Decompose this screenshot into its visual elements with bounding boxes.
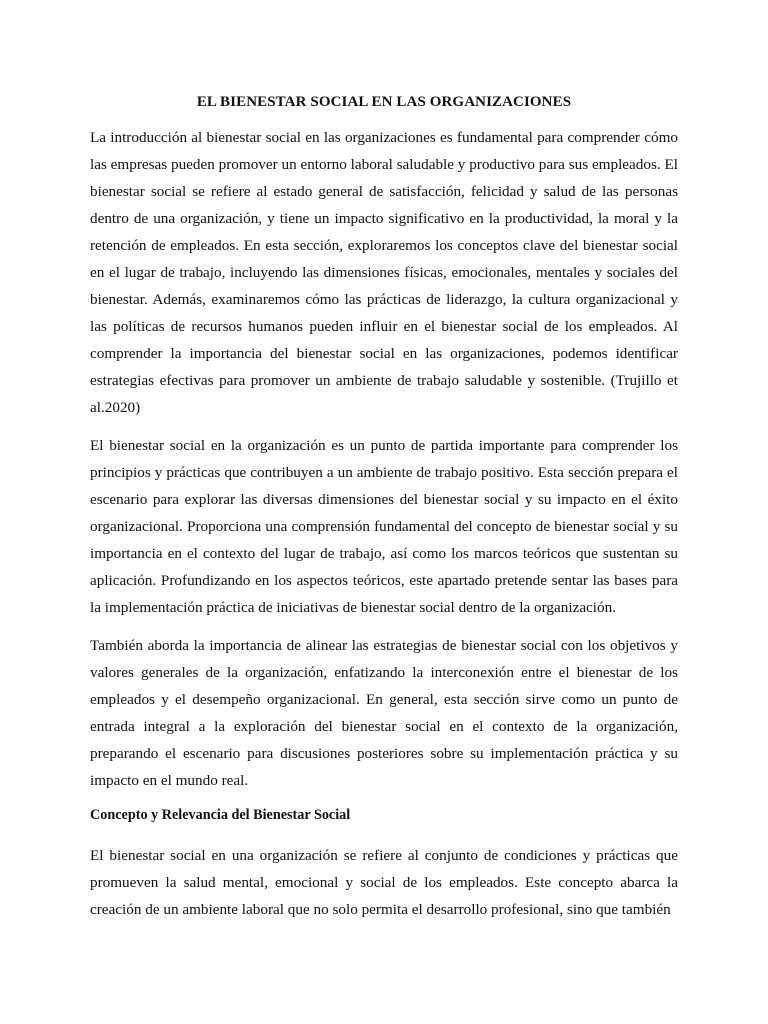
document-body xyxy=(90,92,678,934)
paragraph-starting-point: El bienestar social en la organización es un punto de partida importante para comprender los principios y prácticas que contribuyen a un ambiente de trabajo positivo. Esta sección prepara el escenario para explorar las diversas dimensiones del bienestar social y su impacto en el éxito organizacional. Proporciona una comprensión fundamental del concepto de bienestar social y su importancia en el contexto del lugar de trabajo, así como los marcos teóricos que sustentan su aplicación. Profundizando en los aspectos teóricos, este apartado pretende sentar las bases para la implementación práctica de iniciativas de bienestar social dentro de la organización. xyxy=(90,437,678,616)
section-heading: Concepto y Relevancia del Bienestar Social xyxy=(90,807,351,823)
paragraph-concept: El bienestar social en una organización se refiere al conjunto de condiciones y prácticas que promueven la salud mental, emocional y social de los empleados. Este concepto abarca la creación de un ambiente laboral que no solo permita el desarrollo profesional, sino que también xyxy=(90,847,678,918)
paragraph-alignment: También aborda la importancia de alinear las estrategias de bienestar social con los objetivos y valores generales de la organización, enfatizando la interconexión entre el bienestar de los empleados y el desempeño organizacional. En general, esta sección sirve como un punto de entrada integral a la exploración del bienestar social en el contexto de la organización, preparando el escenario para discusiones posteriores sobre su implementación práctica y su impacto en el mundo real. xyxy=(90,637,678,789)
document-title: EL BIENESTAR SOCIAL EN LAS ORGANIZACIONES xyxy=(196,94,572,110)
paragraph-introduction: La introducción al bienestar social en las organizaciones es fundamental para comprender cómo las empresas pueden promover un entorno laboral saludable y productivo para sus empleados. El bienestar social se refiere al estado general de satisfacción, felicidad y salud de las personas dentro de una organización, y tiene un impacto significativo en la productividad, la moral y la retención de empleados. En esta sección, exploraremos los conceptos clave del bienestar social en el lugar de trabajo, incluyendo las dimensiones físicas, emocionales, mentales y sociales del bienestar. Además, examinaremos cómo las prácticas de liderazgo, la cultura organizacional y las políticas de recursos humanos pueden influir en el bienestar social de los empleados. Al comprender la importancia del bienestar social en las organizaciones, podemos identificar estrategias efectivas para promover un ambiente de trabajo saludable y sostenible. (Trujillo et al.2020) xyxy=(90,129,678,416)
